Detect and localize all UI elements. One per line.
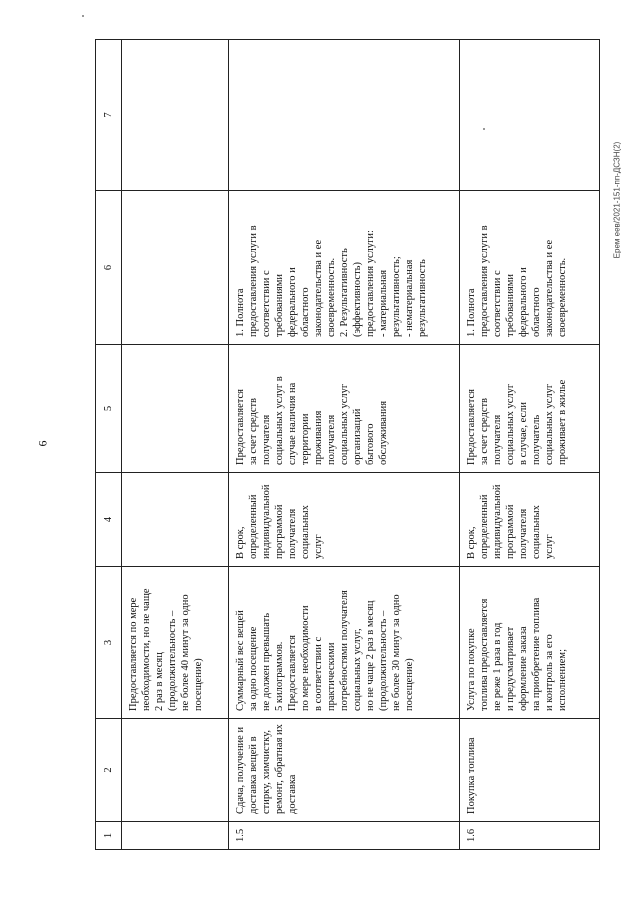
cell-service-conditions	[122, 345, 229, 473]
cell-text-line: (продолжительность –	[378, 610, 389, 711]
cell-text-line: социальных услуг,	[352, 628, 363, 711]
cell-service-description	[460, 567, 600, 719]
cell-text-line: областного	[300, 287, 311, 337]
cell-text-line: не более 30 минут за одно	[391, 594, 402, 711]
cell-text-line: доставка	[287, 774, 298, 814]
cell-text-line: - нематериальная	[404, 259, 415, 337]
services-table	[95, 39, 600, 850]
cell-text-line: посещение)	[404, 658, 415, 711]
cell-text-line: Предоставляется	[235, 388, 246, 465]
cell-text-line: В срок,	[235, 526, 246, 559]
cell-text-line: своевременность.	[326, 257, 337, 337]
cell-text-line: стирку, химчистку,	[261, 730, 272, 814]
cell-text-line: программой	[505, 504, 516, 559]
cell-text-line: топлива предоставляется	[479, 598, 490, 711]
cell-text-line: ремонт, обратная их	[274, 724, 285, 814]
cell-text-line: социальных услуг	[505, 383, 516, 465]
cell-text-line: исполнением;	[557, 649, 568, 711]
cell-text-line: за счет средств	[479, 397, 490, 465]
header-cell: 7	[96, 40, 122, 191]
cell-text-line: но не чаще 2 раз в месяц	[365, 600, 376, 711]
cell-quality-indicators	[122, 191, 229, 345]
cell-text-line: социальных услуг	[339, 383, 350, 465]
cell-text-line: индивидуальной	[261, 484, 272, 559]
cell-quality-indicators	[229, 191, 460, 345]
cell-text-line: предоставления услуги:	[365, 230, 376, 337]
cell-text-line: Предоставляется	[466, 388, 477, 465]
cell-text-line: в соответствии с	[313, 636, 324, 711]
cell-text-line: областного	[531, 287, 542, 337]
header-cell: 3	[96, 567, 122, 719]
cell-service-conditions	[460, 345, 600, 473]
cell-number: 1.5	[229, 822, 460, 850]
cell-service-name	[460, 719, 600, 822]
page-number: 6	[35, 440, 50, 447]
cell-text-line: 1. Полнота	[466, 288, 477, 337]
cell-text-line: Суммарный вес вещей	[235, 610, 246, 711]
cell-text-line: В срок,	[466, 526, 477, 559]
cell-text-line: доставка вещей в	[248, 736, 259, 814]
cell-text-line: Предоставляется	[287, 634, 298, 711]
rotated-table-wrapper	[95, 40, 600, 850]
cell-text-line: 1. Полнота	[235, 288, 246, 337]
table-row	[122, 40, 229, 850]
cell-text-line: на приобретение топлива	[531, 597, 542, 711]
cell-service-description	[122, 567, 229, 719]
cell-text-line: соответствии с	[492, 270, 503, 337]
cell-text-line: посещение)	[193, 658, 204, 711]
cell-text-line: 2 раз в месяц	[154, 652, 165, 711]
cell-service-name	[122, 719, 229, 822]
header-cell: 4	[96, 473, 122, 567]
cell-text-line: и предусматривает	[505, 626, 516, 711]
cell-text-line: индивидуальной	[492, 484, 503, 559]
cell-notes	[122, 40, 229, 191]
cell-text-line: социальных	[531, 505, 542, 559]
table-row	[229, 40, 460, 850]
cell-text-line: Сдача, получение и	[235, 726, 246, 814]
cell-number: 1.6	[460, 822, 600, 850]
scan-speck	[82, 15, 84, 17]
cell-text-line: федерального и	[518, 267, 529, 337]
cell-text-line: (продолжительность –	[167, 610, 178, 711]
cell-text-line: территории	[300, 413, 311, 465]
table-row	[460, 40, 600, 850]
document-code	[611, 120, 623, 280]
cell-text-line: законодательства и ее	[544, 239, 555, 337]
cell-text-line: получателя	[326, 414, 337, 465]
cell-text-line: услуг	[544, 534, 555, 559]
cell-text-line: организаций	[352, 408, 363, 465]
cell-text-line: не должен превышать	[261, 612, 272, 711]
cell-text-line: (эффективность)	[352, 262, 363, 337]
header-cell: 6	[96, 191, 122, 345]
cell-text-line: социальных услуг	[544, 383, 555, 465]
cell-notes	[460, 40, 600, 191]
table-header-row	[96, 40, 122, 850]
cell-text-line: Услуга по покупке	[466, 628, 477, 711]
cell-text-line: за счет средств	[248, 397, 259, 465]
cell-text-line: соответствии с	[261, 270, 272, 337]
document-code-text: Ерем еев/2021-151-пп-ДСЗН(2)	[612, 141, 622, 259]
cell-text-line: получателя	[261, 414, 272, 465]
cell-text-line: и контроль за его	[544, 634, 555, 711]
cell-text-line: результативность	[417, 259, 428, 337]
cell-text-line: проживания	[313, 410, 324, 465]
cell-text-line: своевременность.	[557, 257, 568, 337]
cell-service-description	[229, 567, 460, 719]
cell-text-line: социальных	[300, 505, 311, 559]
cell-text-line: Покупка топлива	[466, 737, 477, 814]
cell-text-line: Предоставляется по мере	[128, 597, 139, 711]
cell-text-line: случае наличия на	[287, 382, 298, 465]
cell-text-line: - материальная	[378, 269, 389, 337]
cell-quality-indicators	[460, 191, 600, 345]
cell-text-line: за одно посещение	[248, 626, 259, 711]
cell-text-line: определенный	[248, 494, 259, 559]
header-cell: 5	[96, 345, 122, 473]
cell-number	[122, 822, 229, 850]
cell-text-line: не более 40 минут за одно	[180, 594, 191, 711]
cell-service-conditions	[229, 345, 460, 473]
cell-text-line: услуг	[313, 534, 324, 559]
cell-text-line: обслуживания	[378, 400, 389, 465]
cell-text-line: необходимости, но не чаще	[141, 588, 152, 711]
cell-text-line: предоставления услуги в	[248, 225, 259, 337]
cell-text-line: 2. Результативность	[339, 248, 350, 337]
cell-text-line: в случае, если	[518, 401, 529, 465]
cell-text-line: получатель	[531, 414, 542, 465]
cell-text-line: определенный	[479, 494, 490, 559]
cell-text-line: оформление заказа	[518, 626, 529, 711]
cell-text-line: социальных услуг в	[274, 376, 285, 465]
cell-text-line: проживает в жилье	[557, 379, 568, 465]
cell-text-line: требованиями	[505, 273, 516, 337]
cell-service-term	[229, 473, 460, 567]
cell-text-line: бытового	[365, 423, 376, 465]
cell-text-line: 5 килограммов.	[274, 641, 285, 711]
cell-text-line: потребностями получателя	[339, 590, 350, 711]
cell-notes	[229, 40, 460, 191]
cell-service-name	[229, 719, 460, 822]
cell-service-term	[460, 473, 600, 567]
cell-text-line: результативность;	[391, 256, 402, 337]
cell-text-line: получателя	[287, 508, 298, 559]
cell-service-term	[122, 473, 229, 567]
cell-text-line: по мере необходимости	[300, 605, 311, 711]
cell-text-line: требованиями	[274, 273, 285, 337]
cell-text-line: программой	[274, 504, 285, 559]
cell-text-line: практическими	[326, 642, 337, 711]
cell-text-line: федерального и	[287, 267, 298, 337]
cell-text-line: получателя	[518, 508, 529, 559]
cell-text-line: не реже 1 раза в год	[492, 622, 503, 711]
cell-text-line: получателя	[492, 414, 503, 465]
header-cell: 1	[96, 822, 122, 850]
cell-text-line: законодательства и ее	[313, 239, 324, 337]
cell-text-line: предоставления услуги в	[479, 225, 490, 337]
header-cell: 2	[96, 719, 122, 822]
